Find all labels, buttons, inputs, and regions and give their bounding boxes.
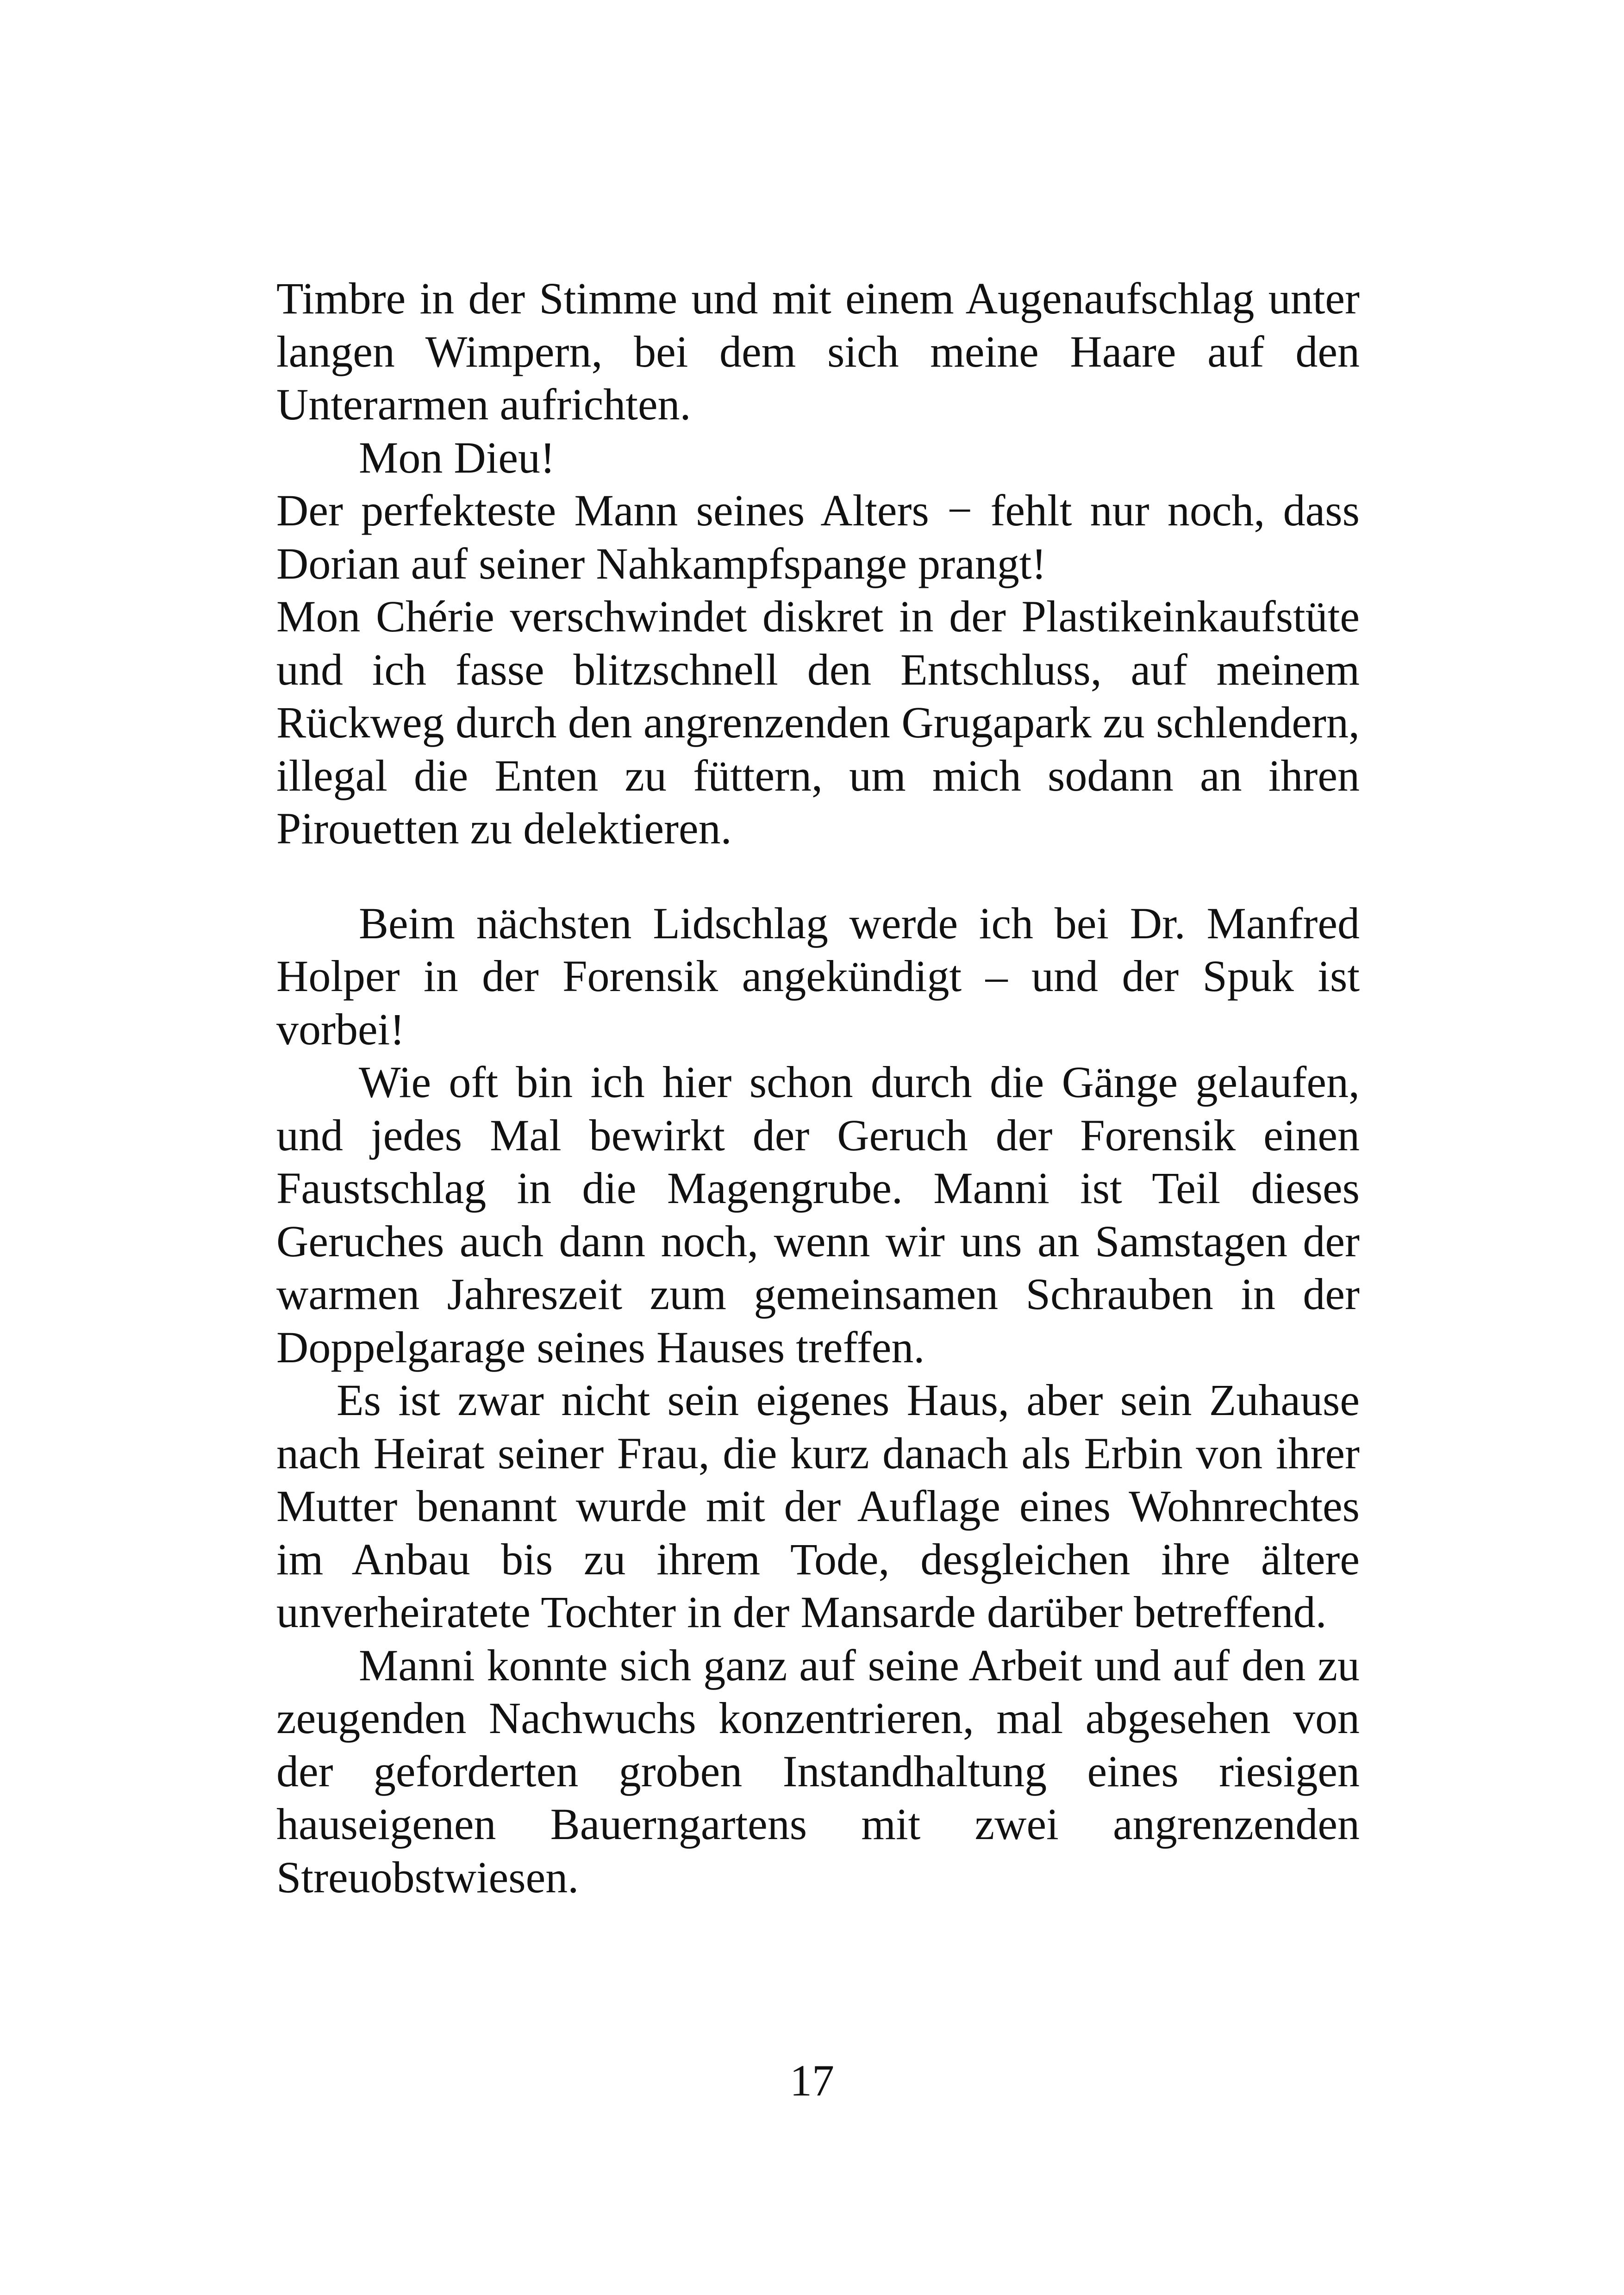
paragraph-1: Timbre in der Stimme und mit einem Augenaufschlag unter langen Wimpern, bei dem sich meine Haare auf den Unterarmen aufrichten. <box>276 274 1360 429</box>
paragraph-8: Manni konnte sich ganz auf seine Arbeit und auf den zu zeugenden Nachwuchs konzentrieren, mal abgesehen von der geforderten groben Instandhaltung eines riesigen hauseigenen Bauerngartens mit zwei angrenzenden Streuobstwiesen. <box>276 1640 1360 1902</box>
paragraph-7: Es ist zwar nicht sein eigenes Haus, aber sein Zuhause nach Heirat seiner Frau, die kurz danach als Erbin von ihrer Mutter benannt wurde mit der Auflage eines Wohnrechtes im Anbau bis zu ihrem Tode, desgleichen ihre ältere unverheiratete Tochter in der Mansarde darüber betreffend. <box>276 1375 1360 1637</box>
page-number: 17 <box>790 2056 834 2105</box>
paragraph-gap <box>276 855 1360 897</box>
paragraph-3: Der perfekteste Mann seines Alters − fehlt nur noch, dass Dorian auf seiner Nahkampfspange prangt! <box>276 486 1360 588</box>
paragraph-2: Mon Dieu! <box>359 432 555 482</box>
paragraph-5: Beim nächsten Lidschlag werde ich bei Dr. Manfred Holper in der Forensik angekündigt – und der Spuk ist vorbei! <box>276 898 1360 1054</box>
body-text <box>276 272 1360 1904</box>
paragraph-6: Wie oft bin ich hier schon durch die Gänge gelaufen, und jedes Mal bewirkt der Geruch der Forensik einen Faustschlag in die Magengrube. Manni ist Teil dieses Geruches auch dann noch, wenn wir uns an Samstagen der warmen Jahreszeit zum gemeinsamen Schrauben in der Doppelgarage seines Hauses treffen. <box>276 1057 1360 1372</box>
paragraph-4: Mon Chérie verschwindet diskret in der Plastikeinkaufstüte und ich fasse blitzschnell den Entschluss, auf meinem Rückweg durch den angrenzenden Grugapark zu schlendern, illegal die Enten zu füttern, um mich sodann an ihren Pirouetten zu delektieren. <box>276 592 1360 853</box>
